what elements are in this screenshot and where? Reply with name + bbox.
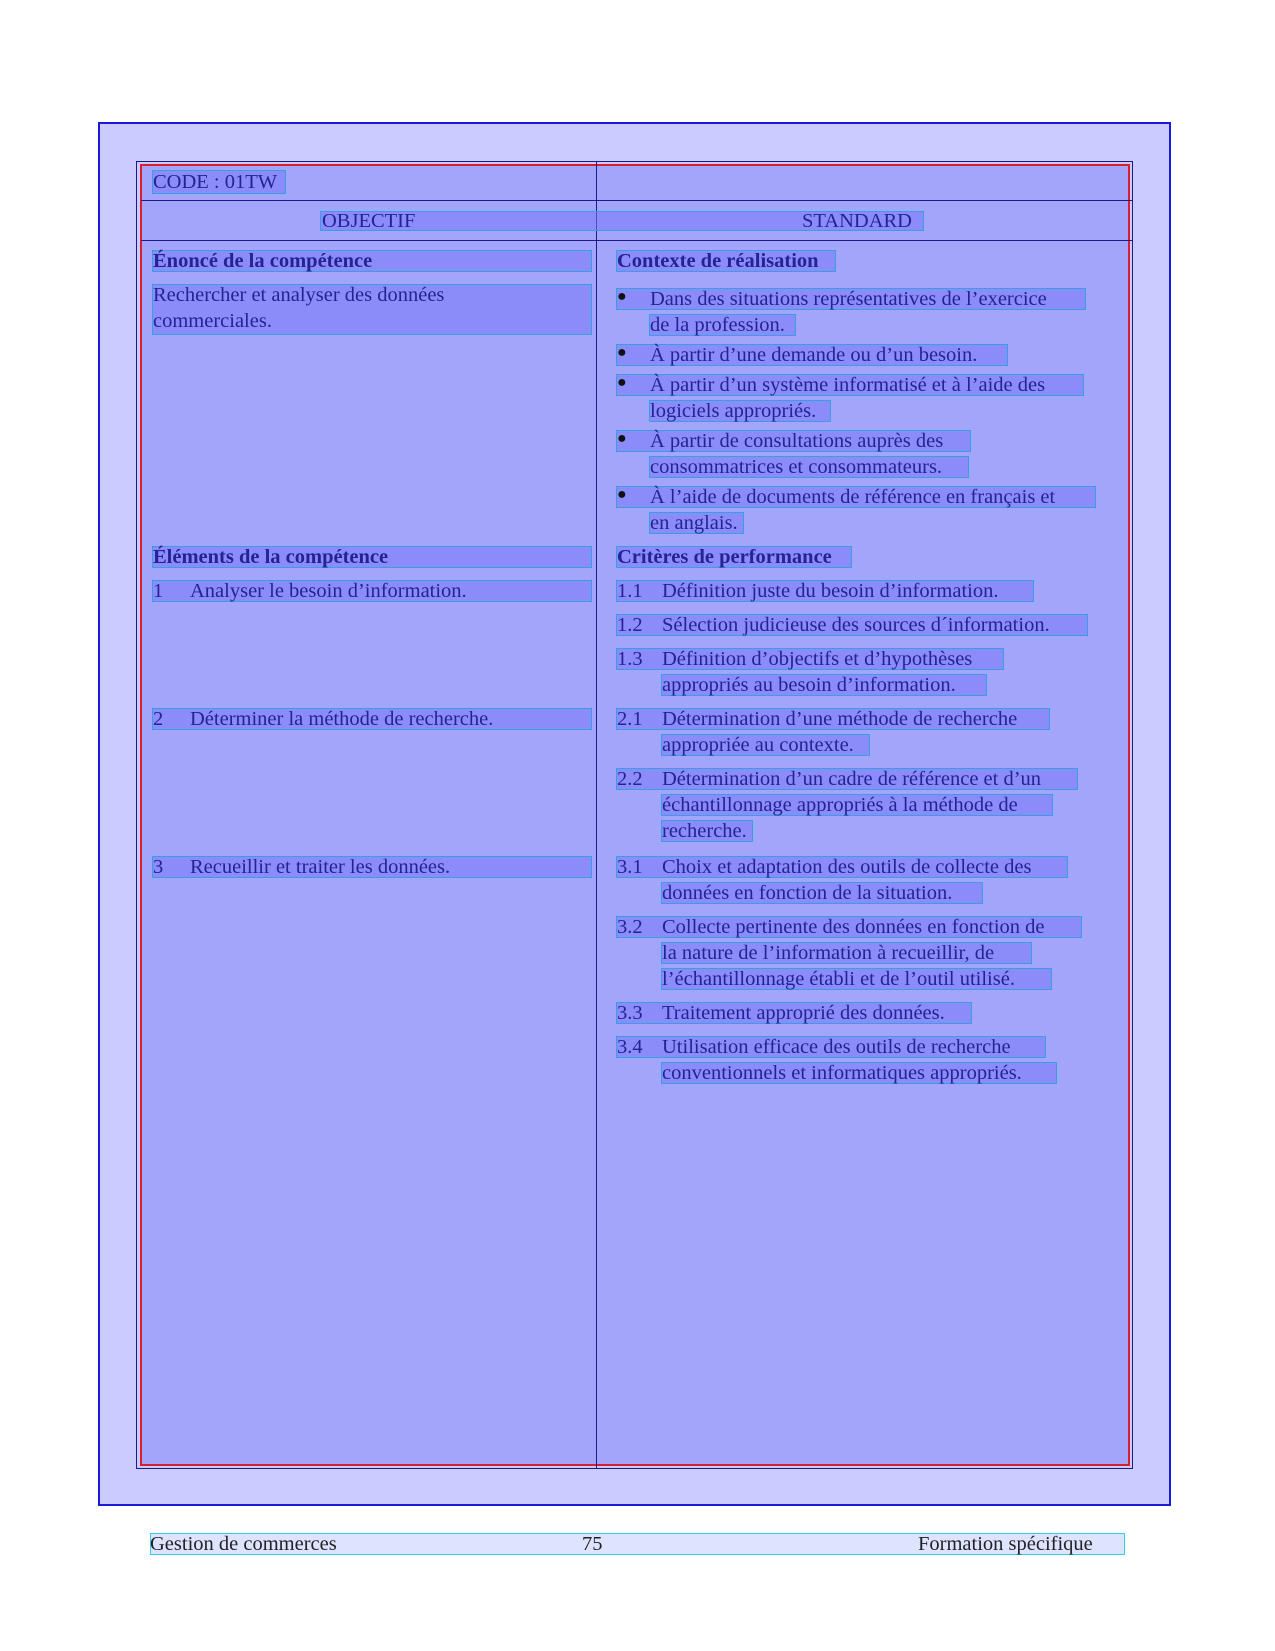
critere-3-4-line-2: conventionnels et informatiques appropriés. bbox=[662, 1062, 1022, 1084]
critere-2-1-line-2: appropriée au contexte. bbox=[662, 734, 854, 756]
bullet-icon: ● bbox=[617, 288, 627, 305]
critere-1-3-number: 1.3 bbox=[617, 648, 643, 670]
contexte-3-line-2: logiciels appropriés. bbox=[650, 400, 817, 422]
bullet-icon: ● bbox=[617, 344, 627, 361]
critere-3-1-line-1: Choix et adaptation des outils de collecte des bbox=[662, 856, 1032, 878]
critere-3-1-number: 3.1 bbox=[617, 856, 643, 878]
critere-3-4-number: 3.4 bbox=[617, 1036, 643, 1058]
element-1-text: Analyser le besoin d’information. bbox=[190, 580, 467, 602]
objectif-heading: OBJECTIF bbox=[322, 210, 416, 232]
criteres-title: Critères de performance bbox=[617, 546, 832, 568]
critere-2-2-number: 2.2 bbox=[617, 768, 643, 790]
critere-2-2-line-1: Détermination d’un cadre de référence et d’un bbox=[662, 768, 1042, 790]
contexte-3-line-1: À partir d’un système informatisé et à l’aide des bbox=[650, 374, 1046, 396]
contexte-4-line-1: À partir de consultations auprès des bbox=[650, 430, 944, 452]
critere-2-1-line-1: Détermination d’une méthode de recherche bbox=[662, 708, 1018, 730]
critere-3-2-line-3: l’échantillonnage établi et de l’outil utilisé. bbox=[662, 968, 1015, 990]
row-divider-2 bbox=[141, 240, 1133, 241]
footer-right: Formation spécifique bbox=[918, 1533, 1093, 1555]
critere-1-1-line-1: Définition juste du besoin d’information. bbox=[662, 580, 999, 602]
column-divider bbox=[596, 162, 597, 1468]
element-3-text: Recueillir et traiter les données. bbox=[190, 856, 451, 878]
critere-3-3-number: 3.3 bbox=[617, 1002, 643, 1024]
enonce-line-1: Rechercher et analyser des données bbox=[153, 284, 445, 306]
critere-3-3-line-1: Traitement approprié des données. bbox=[662, 1002, 945, 1024]
element-1-number: 1 bbox=[153, 580, 164, 602]
critere-3-1-line-2: données en fonction de la situation. bbox=[662, 882, 953, 904]
contexte-2-line-1: À partir d’une demande ou d’un besoin. bbox=[650, 344, 978, 366]
elements-title: Éléments de la compétence bbox=[153, 546, 389, 568]
critere-3-2-number: 3.2 bbox=[617, 916, 643, 938]
contexte-4-line-2: consommatrices et consommateurs. bbox=[650, 456, 943, 478]
page-number: 75 bbox=[582, 1533, 603, 1555]
bullet-icon: ● bbox=[617, 430, 627, 447]
critere-1-3-line-1: Définition d’objectifs et d’hypothèses bbox=[662, 648, 973, 670]
critere-1-3-line-2: appropriés au besoin d’information. bbox=[662, 674, 956, 696]
contexte-1-line-1: Dans des situations représentatives de l’exercice bbox=[650, 288, 1047, 310]
critere-1-1-number: 1.1 bbox=[617, 580, 643, 602]
enonce-title: Énoncé de la compétence bbox=[153, 250, 373, 272]
critere-1-2-number: 1.2 bbox=[617, 614, 643, 636]
code-label: CODE : 01TW bbox=[153, 171, 278, 193]
critere-3-4-line-1: Utilisation efficace des outils de recherche bbox=[662, 1036, 1011, 1058]
critere-2-2-line-2: échantillonnage appropriés à la méthode de bbox=[662, 794, 1018, 816]
row-divider-1 bbox=[141, 200, 1133, 201]
contexte-5-line-2: en anglais. bbox=[650, 512, 738, 534]
contexte-5-line-1: À l’aide de documents de référence en français et bbox=[650, 486, 1056, 508]
bullet-icon: ● bbox=[617, 374, 627, 391]
contexte-title: Contexte de réalisation bbox=[617, 250, 819, 272]
element-2-number: 2 bbox=[153, 708, 164, 730]
bullet-icon: ● bbox=[617, 486, 627, 503]
element-2-text: Déterminer la méthode de recherche. bbox=[190, 708, 494, 730]
contexte-1-line-2: de la profession. bbox=[650, 314, 785, 336]
footer-left: Gestion de commerces bbox=[150, 1533, 337, 1555]
critere-2-1-number: 2.1 bbox=[617, 708, 643, 730]
enonce-line-2: commerciales. bbox=[153, 310, 272, 332]
critere-3-2-line-1: Collecte pertinente des données en fonction de bbox=[662, 916, 1045, 938]
critere-3-2-line-2: la nature de l’information à recueillir, de bbox=[662, 942, 995, 964]
critere-2-2-line-3: recherche. bbox=[662, 820, 747, 842]
critere-1-2-line-1: Sélection judicieuse des sources d´information. bbox=[662, 614, 1050, 636]
standard-heading: STANDARD bbox=[802, 210, 912, 232]
element-3-number: 3 bbox=[153, 856, 164, 878]
